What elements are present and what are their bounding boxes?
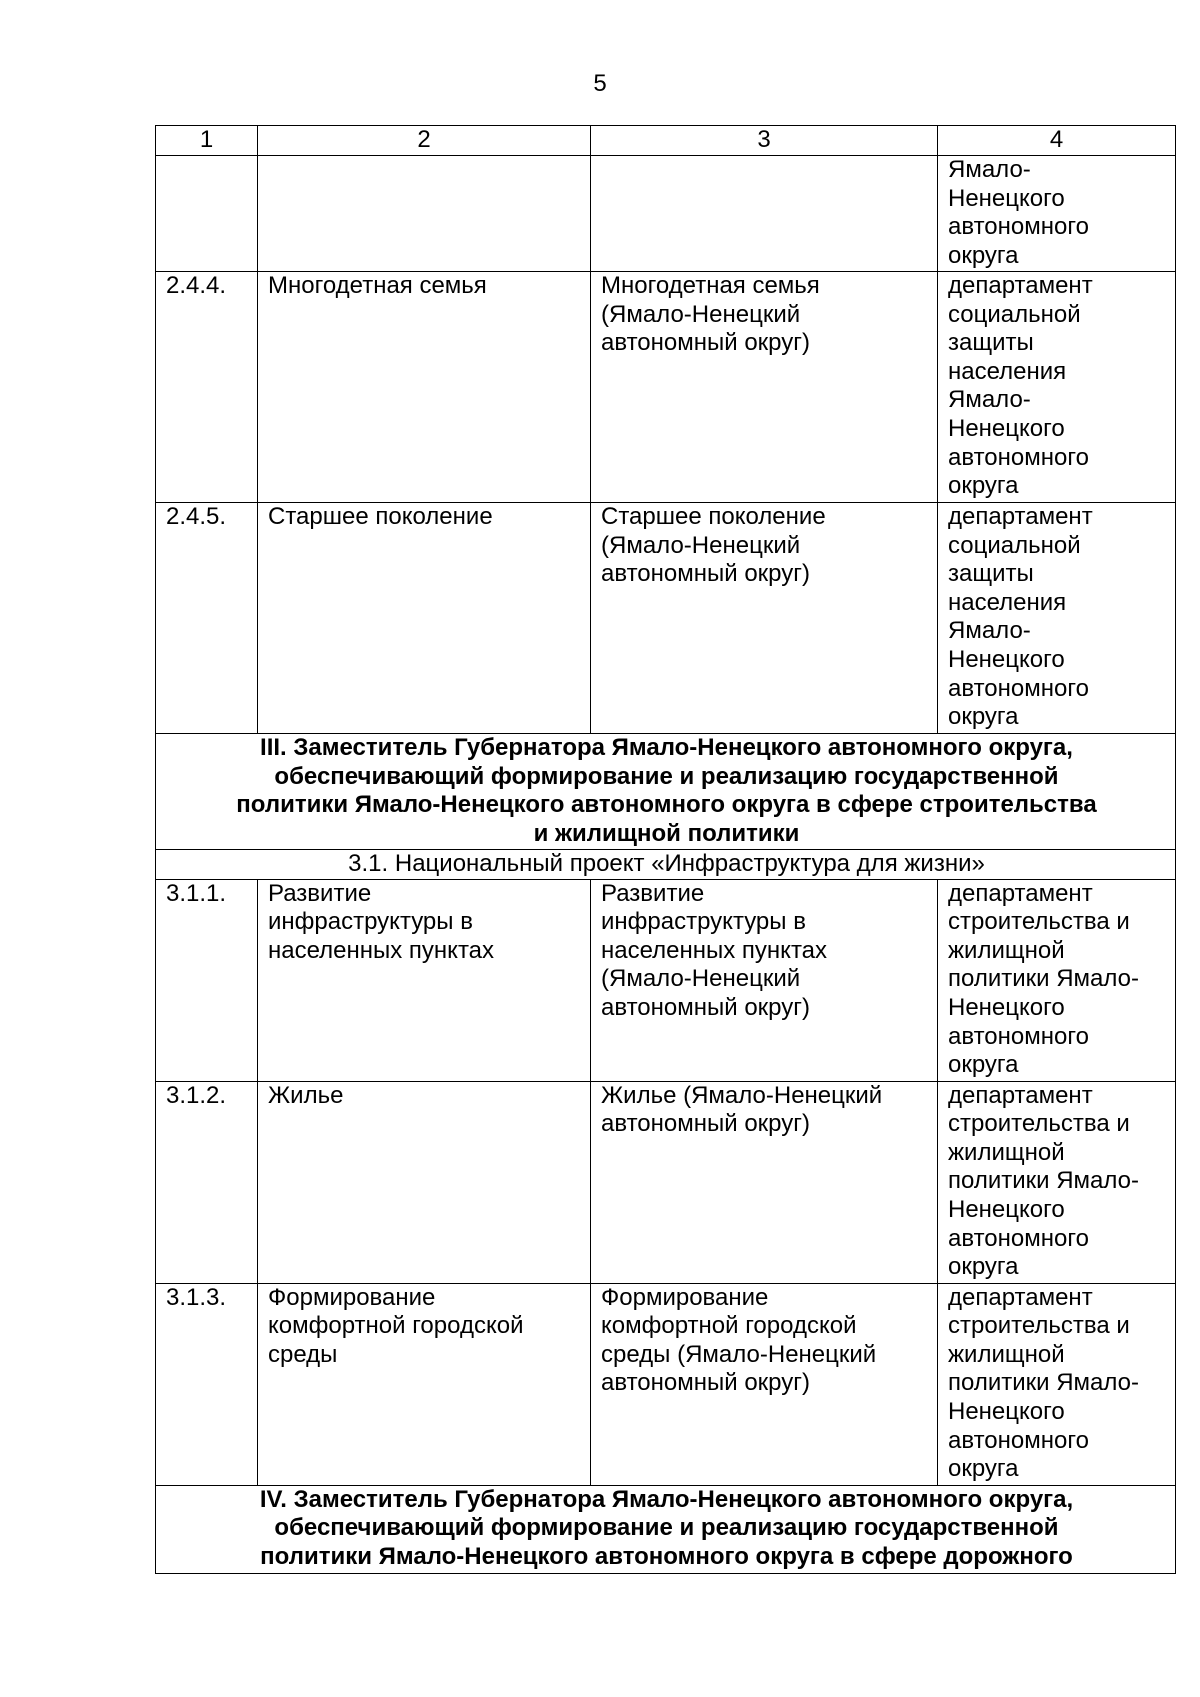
row-department: департамент социальной защиты населения Ямало- Ненецкого автономного округа — [938, 503, 1176, 734]
row-project: Старшее поколение (Ямало-Ненецкий автономный округ) — [591, 503, 938, 734]
section-heading: III. Заместитель Губернатора Ямало-Ненецкого автономного округа, обеспечивающий формирование и реализацию государственной политики Ямало-Ненецкого автономного округа в сфере строительства и жилищной политики — [156, 734, 1176, 850]
page-number: 5 — [593, 70, 607, 97]
row-project: Формирование комфортной городской среды (Ямало-Ненецкий автономный округ) — [591, 1283, 938, 1485]
table-header-row — [156, 126, 1176, 156]
row-number: 3.1.3. — [156, 1283, 258, 1485]
table-row — [156, 879, 1176, 1081]
row-name: Жилье — [258, 1081, 591, 1283]
document-table — [155, 125, 1176, 1574]
subsection-heading: 3.1. Национальный проект «Инфраструктура для жизни» — [156, 850, 1176, 880]
row-name: Формирование комфортной городской среды — [258, 1283, 591, 1485]
row-project — [591, 156, 938, 272]
section-heading-row — [156, 1485, 1176, 1573]
row-department: департамент строительства и жилищной политики Ямало- Ненецкого автономного округа — [938, 1283, 1176, 1485]
header-cell: 1 — [156, 126, 258, 156]
row-number: 2.4.4. — [156, 272, 258, 503]
subsection-row — [156, 850, 1176, 880]
section-heading-row — [156, 734, 1176, 850]
row-project: Жилье (Ямало-Ненецкий автономный округ) — [591, 1081, 938, 1283]
table-row — [156, 272, 1176, 503]
header-cell: 2 — [258, 126, 591, 156]
row-project: Многодетная семья (Ямало-Ненецкий автономный округ) — [591, 272, 938, 503]
header-cell: 3 — [591, 126, 938, 156]
table-row — [156, 156, 1176, 272]
row-number: 3.1.2. — [156, 1081, 258, 1283]
row-department: Ямало- Ненецкого автономного округа — [938, 156, 1176, 272]
row-project: Развитие инфраструктуры в населенных пунктах (Ямало-Ненецкий автономный округ) — [591, 879, 938, 1081]
header-cell: 4 — [938, 126, 1176, 156]
table-row — [156, 1081, 1176, 1283]
row-name: Старшее поколение — [258, 503, 591, 734]
table-row — [156, 503, 1176, 734]
row-name: Многодетная семья — [258, 272, 591, 503]
row-department: департамент строительства и жилищной политики Ямало- Ненецкого автономного округа — [938, 1081, 1176, 1283]
row-department: департамент строительства и жилищной политики Ямало- Ненецкого автономного округа — [938, 879, 1176, 1081]
row-name: Развитие инфраструктуры в населенных пунктах — [258, 879, 591, 1081]
row-department: департамент социальной защиты населения Ямало- Ненецкого автономного округа — [938, 272, 1176, 503]
table-row — [156, 1283, 1176, 1485]
row-number: 2.4.5. — [156, 503, 258, 734]
row-number — [156, 156, 258, 272]
row-number: 3.1.1. — [156, 879, 258, 1081]
section-heading: IV. Заместитель Губернатора Ямало-Ненецкого автономного округа, обеспечивающий формирование и реализацию государственной политики Ямало-Ненецкого автономного округа в сфере дорожного — [156, 1485, 1176, 1573]
row-name — [258, 156, 591, 272]
